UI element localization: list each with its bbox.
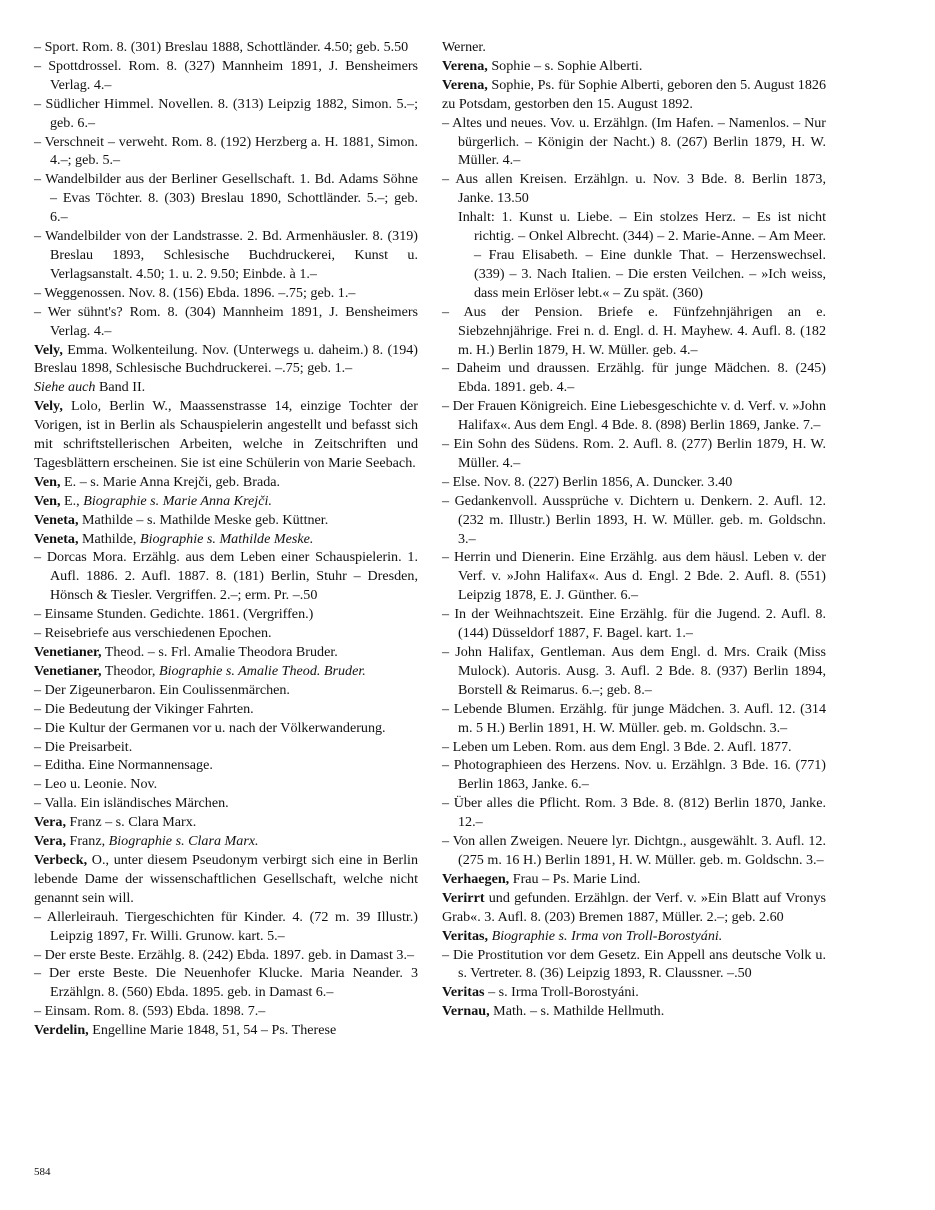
work-entry xyxy=(34,946,418,965)
entry-headword: Vely, xyxy=(34,398,63,415)
entry-text: – Über alles die Pflicht. Rom. 3 Bde. 8. (812) Berlin 1870, Janke. 12.– xyxy=(442,795,826,831)
entry-text: – Photographieen des Herzens. Nov. u. Erzählgn. 3 Bde. 16. (771) Berlin 1863, Janke. 6.– xyxy=(442,757,826,793)
entry-text: – Dorcas Mora. Erzählg. aus dem Leben einer Schauspielerin. 1. Aufl. 1886. 2. Aufl. 1887. 8. (181) Berlin, Stuhr – Dresden, Hönsch & Tiesler. Vergriffen. 2.–; erm. Pr. –.50 xyxy=(34,549,418,604)
entry-text: – In der Weihnachtszeit. Eine Erzählg. für die Jugend. 2. Aufl. 8. (144) Düsseldorf 1887, F. Bagel. kart. 1.– xyxy=(442,606,826,642)
entry-text: – Von allen Zweigen. Neuere lyr. Dichtgn., ausgewählt. 3. Aufl. 12. (275 m. 16 H.) Berlin 1891, H. W. Müller. geb. m. Goldschn. 3.– xyxy=(442,833,826,868)
entry-text: – Sport. Rom. 8. (301) Breslau 1888, Schottländer. 4.50; geb. 5.50 xyxy=(34,39,409,55)
entry-text: – Südlicher Himmel. Novellen. 8. (313) Leipzig 1882, Simon. 5.–; geb. 6.– xyxy=(34,95,418,131)
author-entry xyxy=(442,870,826,889)
entry-text: – Einsam. Rom. 8. (593) Ebda. 1898. 7.– xyxy=(34,1003,266,1020)
entry-text: Frau – Ps. Marie Lind. xyxy=(509,870,641,887)
entry-italic: Siehe auch xyxy=(34,379,96,396)
entry-text: – Aus der Pension. Briefe e. Fünfzehnjährigen an e. Siebzehnjährige. Frei n. d. Engl. d. H. Mayhew. 4. Aufl. 8. (182 m. H.) Berlin 1879, H. W. Müller. geb. 4.– xyxy=(442,303,826,358)
entry-text: – s. Irma Troll-Borostyáni. xyxy=(484,984,639,1001)
author-entry xyxy=(34,643,418,662)
author-entry xyxy=(34,397,418,473)
entry-headword: Verdelin, xyxy=(34,1022,89,1039)
author-entry xyxy=(442,927,826,946)
work-entry xyxy=(442,397,826,435)
entry-text: Sophie, Ps. für Sophie Alberti, geboren den 5. August 1826 zu Potsdam, gestorben den 15. August 1892. xyxy=(442,76,826,112)
entry-text: – Die Preisarbeit. xyxy=(34,738,133,755)
work-entry xyxy=(442,114,826,171)
entry-headword: Vera, xyxy=(34,833,66,850)
work-entry xyxy=(442,435,826,473)
entry-headword: Ven, xyxy=(34,473,61,490)
author-entry xyxy=(34,341,418,379)
author-entry xyxy=(34,832,418,851)
entry-text: – Reisebriefe aus verschiedenen Epochen. xyxy=(34,625,272,642)
entry-text: – Verschneit – verweht. Rom. 8. (192) Herzberg a. H. 1881, Simon. 4.–; geb. 5.– xyxy=(34,133,418,169)
work-entry xyxy=(34,1002,418,1021)
work-entry xyxy=(34,775,418,794)
entry-text: Sophie – s. Sophie Alberti. xyxy=(487,57,643,74)
author-entry xyxy=(34,473,418,492)
entry-italic: Biographie s. Irma von Troll-Borostyáni. xyxy=(491,927,723,944)
entry-headword: Venetianer, xyxy=(34,644,102,660)
left-column xyxy=(34,38,418,1040)
entry-headword: Verena, xyxy=(442,57,488,74)
entry-text: – Lebende Blumen. Erzählg. für junge Mädchen. 3. Aufl. 12. (314 m. 5 H.) Berlin 1891, H. W. Müller. geb. m. Goldschn. 3.– xyxy=(442,700,826,736)
entry-text: – Editha. Eine Normannensage. xyxy=(34,757,213,774)
entry-text: – Der Frauen Königreich. Eine Liebesgeschichte v. d. Verf. v. »John Halifax«. Aus dem Engl. 4 Bde. 8. (898) Berlin 1869, Janke. 7.– xyxy=(442,398,826,434)
author-entry xyxy=(34,1021,418,1040)
work-entry xyxy=(442,170,826,208)
entry-text: – Die Kultur der Germanen vor u. nach der Völkerwanderung. xyxy=(34,719,386,736)
entry-headword: Veneta, xyxy=(34,530,79,547)
entry-text: – Die Prostitution vor dem Gesetz. Ein Appell ans deutsche Volk u. s. Vertreter. 8. (36) Leipzig 1893, R. Claussner. –.50 xyxy=(442,946,826,982)
entry-italic: Biographie s. Clara Marx. xyxy=(108,833,259,850)
entry-text: E., xyxy=(60,492,84,509)
entry-text: – Gedankenvoll. Aussprüche v. Dichtern u. Denkern. 2. Aufl. 12. (232 m. Illustr.) Berlin 1893, H. W. Müller. geb. m. Goldschn. 3.– xyxy=(442,492,826,547)
entry-text: – Valla. Ein isländisches Märchen. xyxy=(34,795,229,812)
work-entry xyxy=(442,605,826,643)
entry-text: Emma. Wolkenteilung. Nov. (Unterwegs u. daheim.) 8. (194) Breslau 1898, Schlesische Buchdruckerei. –.75; geb. 1.– xyxy=(34,341,418,377)
author-entry xyxy=(34,662,418,681)
work-entry xyxy=(34,681,418,700)
work-entry xyxy=(34,133,418,171)
entry-text: – Weggenossen. Nov. 8. (156) Ebda. 1896. –.75; geb. 1.– xyxy=(34,284,356,301)
entry-text: – Leben um Leben. Rom. aus dem Engl. 3 Bde. 2. Aufl. 1877. xyxy=(442,738,792,755)
entry-text: Werner. xyxy=(442,39,486,55)
entry-headword: Ven, xyxy=(34,492,61,509)
entry-text: – Aus allen Kreisen. Erzählgn. u. Nov. 3 Bde. 8. Berlin 1873, Janke. 13.50 xyxy=(442,171,826,207)
entry-text: – Wandelbilder von der Landstrasse. 2. Bd. Armenhäusler. 8. (319) Breslau 1893, Schlesische Buchdruckerei, Kunst u. Verlagsanstalt. 4.50; 1. u. 2. 9.50; Einbde. à 1.– xyxy=(34,228,418,282)
work-entry xyxy=(442,794,826,832)
work-entry xyxy=(34,38,418,57)
author-entry xyxy=(34,813,418,832)
entry-text: – Die Bedeutung der Vikinger Fahrten. xyxy=(34,700,254,717)
entry-text: – Der erste Beste. Die Neuenhofer Klucke. Maria Neander. 3 Erzählgn. 8. (560) Ebda. 1895. geb. in Damast 6.– xyxy=(34,965,418,1001)
work-entry xyxy=(442,473,826,492)
entry-italic: Biographie s. Marie Anna Krejči. xyxy=(83,492,272,509)
entry-italic: Biographie s. Amalie Theod. Bruder. xyxy=(158,662,366,679)
entry-text: Band II. xyxy=(95,379,146,396)
entry-text: Mathilde, xyxy=(78,530,140,547)
entry-text: – Allerleirauh. Tiergeschichten für Kinder. 4. (72 m. 39 Illustr.) Leipzig 1897, Fr. Willi. Grunow. kart. 5.– xyxy=(34,908,418,944)
entry-text: – Spottdrossel. Rom. 8. (327) Mannheim 1891, J. Bensheimers Verlag. 4.– xyxy=(34,57,418,93)
work-entry xyxy=(442,359,826,397)
entry-text: – Daheim und draussen. Erzählg. für junge Mädchen. 8. (245) Ebda. 1891. geb. 4.– xyxy=(442,360,826,396)
work-entry xyxy=(34,284,418,303)
author-entry xyxy=(442,57,826,76)
entry-text: – Einsame Stunden. Gedichte. 1861. (Vergriffen.) xyxy=(34,606,314,623)
author-entry xyxy=(34,492,418,511)
entry-text: E. – s. Marie Anna Krejči, geb. Brada. xyxy=(60,473,281,490)
author-entry xyxy=(442,983,826,1002)
entry-continuation xyxy=(442,208,826,303)
entry-text: Math. – s. Mathilde Hellmuth. xyxy=(489,1003,665,1020)
work-entry xyxy=(442,548,826,605)
entry-text: – Herrin und Dienerin. Eine Erzählg. aus dem häusl. Leben v. der Verf. v. »John Halifax«. Aus d. Engl. 2 Bde. 2. Aufl. 8. (551) Leipzig 1878, E. J. Günther. 6.– xyxy=(442,549,826,604)
entry-headword: Vera, xyxy=(34,814,66,831)
entry-text: Franz, xyxy=(65,833,109,850)
work-entry xyxy=(34,964,418,1002)
entry-headword: Verirrt xyxy=(442,889,485,906)
work-entry xyxy=(34,170,418,227)
entry-continuation xyxy=(34,378,418,397)
entry-text: Inhalt: 1. Kunst u. Liebe. – Ein stolzes Herz. – Es ist nicht richtig. – Onkel Albrecht. (344) – 2. Marie-Anne. – Am Meer. – Frau Elisabeth. – Eine dunkle That. – Herzenswechsel. (339) – 3. Nach Italien. – Die ersten Veilchen. – »Ich weiss, dass mein Erlöser lebt.« – Zu spät. (360) xyxy=(458,209,826,301)
entry-headword: Veneta, xyxy=(34,511,79,528)
work-entry xyxy=(34,57,418,95)
author-entry xyxy=(34,511,418,530)
entry-text: O., unter diesem Pseudonym verbirgt sich eine in Berlin lebende Dame der wissenschaftlichen Gesellschaft, welche nicht genannt sein will. xyxy=(34,851,418,906)
entry-text: – Else. Nov. 8. (227) Berlin 1856, A. Duncker. 3.40 xyxy=(442,473,733,490)
work-entry xyxy=(34,303,418,341)
author-entry xyxy=(34,851,418,908)
entry-text: Theod. – s. Frl. Amalie Theodora Bruder. xyxy=(101,644,338,660)
entry-text: – Altes und neues. Vov. u. Erzählgn. (Im Hafen. – Namenlos. – Nur bürgerlich. – Königin der Nacht.) 8. (267) Berlin 1879, H. W. Müller. 4.– xyxy=(442,114,826,169)
entry-text: – Leo u. Leonie. Nov. xyxy=(34,776,158,793)
entry-headword: Verbeck, xyxy=(34,851,88,868)
author-entry xyxy=(442,1002,826,1021)
work-entry xyxy=(442,700,826,738)
work-entry xyxy=(442,492,826,549)
entry-text: Franz – s. Clara Marx. xyxy=(65,814,197,831)
author-entry xyxy=(442,76,826,114)
work-entry xyxy=(442,946,826,984)
entry-headword: Veritas, xyxy=(442,927,489,944)
author-entry xyxy=(442,889,826,927)
work-entry xyxy=(34,700,418,719)
work-entry xyxy=(34,95,418,133)
entry-headword: Verena, xyxy=(442,76,488,93)
entry-text: Mathilde – s. Mathilde Meske geb. Küttner. xyxy=(78,511,329,528)
work-entry xyxy=(442,756,826,794)
entry-text: Theodor, xyxy=(101,662,159,679)
right-column xyxy=(442,38,826,1021)
entry-text: Engelline Marie 1848, 51, 54 – Ps. Therese xyxy=(88,1022,337,1039)
author-entry xyxy=(34,530,418,549)
work-entry xyxy=(34,227,418,284)
work-entry xyxy=(34,908,418,946)
entry-text: – Ein Sohn des Südens. Rom. 2. Aufl. 8. (277) Berlin 1879, H. W. Müller. 4.– xyxy=(442,436,826,471)
entry-headword: Venetianer, xyxy=(34,662,102,679)
entry-text: und gefunden. Erzählgn. der Verf. v. »Ein Blatt auf Vronys Grab«. 3. Aufl. 8. (203) Bremen 1887, Müller. 2.–; geb. 2.60 xyxy=(442,889,826,925)
work-entry xyxy=(442,303,826,360)
entry-headword: Verhaegen, xyxy=(442,870,510,887)
entry-headword: Vely, xyxy=(34,341,63,358)
work-entry xyxy=(34,605,418,624)
page-number: 584 xyxy=(34,1166,51,1178)
entry-text: Lolo, Berlin W., Maassenstrasse 14, einzige Tochter der Vorigen, ist in Berlin als Schauspielerin angestellt und befasst sich mit schriftstellerischen Arbeiten, welche in Zeitschriften und Tagesblättern erscheinen. Sie ist eine Schülerin von Marie Seebach. xyxy=(34,398,418,471)
work-entry xyxy=(34,794,418,813)
work-entry xyxy=(34,548,418,605)
entry-headword: Veritas xyxy=(442,984,485,1001)
work-entry xyxy=(442,832,826,870)
work-entry xyxy=(34,738,418,757)
page xyxy=(34,38,826,1168)
entry-text: – Wandelbilder aus der Berliner Gesellschaft. 1. Bd. Adams Söhne – Evas Töchter. 8. (303) Breslau 1890, Schottländer. 5.–; geb. 6.– xyxy=(34,171,418,226)
entry-continuation xyxy=(442,38,826,57)
entry-text: – John Halifax, Gentleman. Aus dem Engl. d. Mrs. Craik (Miss Mulock). Autoris. Ausg. 3. Aufl. 2 Bde. 8. (937) Berlin 1894, Borstell & Reimarus. 6.–; geb. 8.– xyxy=(442,644,826,698)
entry-headword: Vernau, xyxy=(442,1003,490,1020)
entry-text: – Wer sühnt's? Rom. 8. (304) Mannheim 1891, J. Bensheimers Verlag. 4.– xyxy=(34,303,418,339)
work-entry xyxy=(34,719,418,738)
work-entry xyxy=(442,643,826,700)
entry-text: – Der Zigeunerbaron. Ein Coulissenmärchen. xyxy=(34,681,290,698)
entry-text: – Der erste Beste. Erzählg. 8. (242) Ebda. 1897. geb. in Damast 3.– xyxy=(34,946,415,963)
entry-italic: Biographie s. Mathilde Meske. xyxy=(139,530,314,547)
work-entry xyxy=(34,624,418,643)
work-entry xyxy=(34,756,418,775)
work-entry xyxy=(442,738,826,757)
